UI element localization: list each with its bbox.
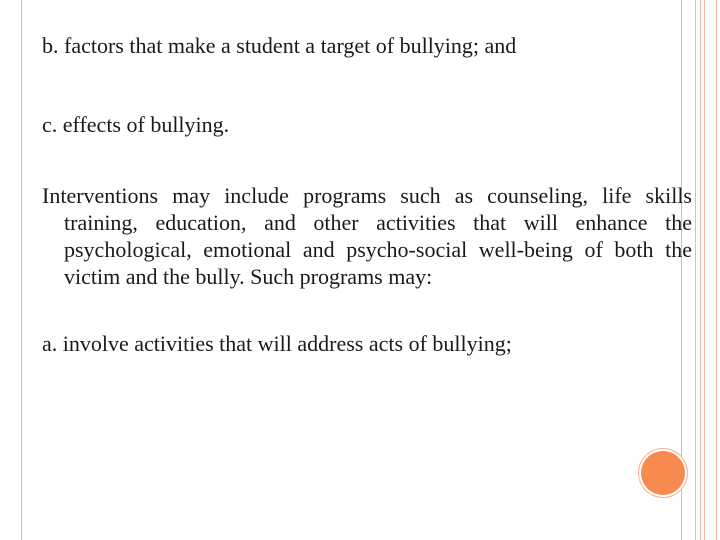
decorative-stripe bbox=[700, 0, 701, 540]
slide-body bbox=[42, 32, 692, 357]
list-item-c: c. effects of bullying. bbox=[42, 112, 230, 137]
decorative-stripe bbox=[704, 0, 705, 540]
decorative-circle-icon bbox=[641, 451, 685, 495]
list-item-b: b. factors that make a student a target of bullying; and bbox=[42, 33, 517, 58]
decorative-stripe bbox=[695, 0, 696, 540]
interventions-paragraph: Interventions may include programs such as counseling, life skills training, education, and other activities that will enhance the psychological, emotional and psycho-social well-being of both the victim and the bully. Such programs may: bbox=[42, 183, 692, 289]
list-item-a: a. involve activities that will address acts of bullying; bbox=[42, 331, 512, 356]
decorative-stripe bbox=[716, 0, 717, 540]
